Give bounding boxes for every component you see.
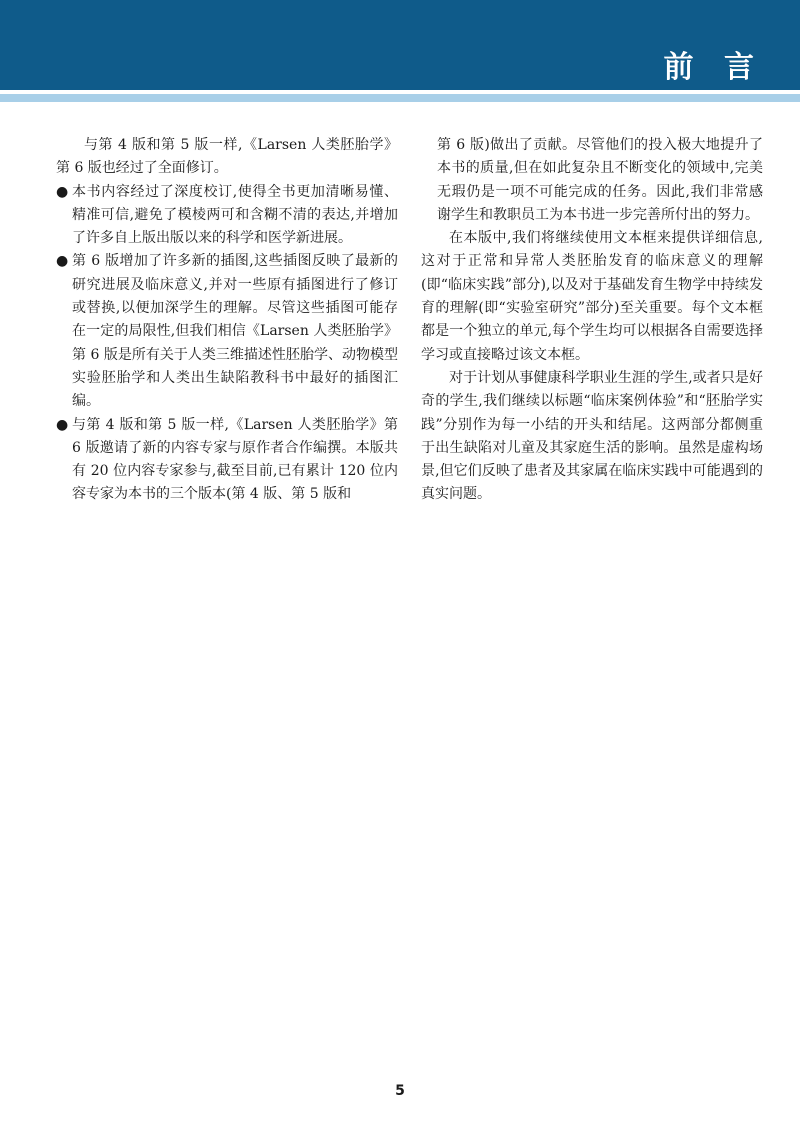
page-number: 5: [395, 1083, 405, 1099]
list-item: [56, 250, 398, 413]
right-column: [421, 134, 763, 507]
list-item: [56, 181, 398, 251]
header-stripe: [0, 94, 800, 102]
list-item-text: 与第 4 版和第 5 版一样,《Larsen 人类胚胎学》第 6 版邀请了新的内容专家与原作者合作编撰。本版共有 20 位内容专家参与,截至目前,已有累计 120 位内容专家为本书的三个版本(第 4 版、第 5 版和: [72, 416, 398, 503]
intro-paragraph: 与第 4 版和第 5 版一样,《Larsen 人类胚胎学》第 6 版也经过了全面修订。: [56, 137, 398, 177]
list-item-text: 本书内容经过了深度校订,使得全书更加清晰易懂、精准可信,避免了模棱两可和含糊不清的表达,并增加了许多自上版出版以来的科学和医学新进展。: [72, 183, 398, 247]
bullet-dot-icon: ●: [56, 416, 69, 433]
list-item: [56, 414, 398, 507]
textbox-paragraph: 在本版中,我们将继续使用文本框来提供详细信息,这对于正常和异常人类胚胎发育的临床意义的理解(即“临床实践”部分),以及对于基础发育生物学中持续发育的理解(即“实验室研究”部分)至关重要。每个文本框都是一个独立的单元,每个学生均可以根据各自需要选择学习或直接略过该文本框。: [421, 230, 763, 363]
continuation-paragraph: 第 6 版)做出了贡献。尽管他们的投入极大地提升了本书的质量,但在如此复杂且不断变化的领域中,完美无瑕仍是一项不可能完成的任务。因此,我们非常感谢学生和教职员工为本书进一步完善所付出的努力。: [437, 137, 763, 223]
revision-list: [56, 181, 398, 507]
bullet-dot-icon: ●: [56, 183, 69, 200]
bullet-dot-icon: ●: [56, 253, 69, 270]
clinical-case-paragraph: 对于计划从事健康科学职业生涯的学生,或者只是好奇的学生,我们继续以标题“临床案例体验”和“胚胎学实践”分别作为每一小结的开头和结尾。这两部分都侧重于出生缺陷对儿童及其家庭生活的影响。虽然是虚构场景,但它们反映了患者及其家属在临床实践中可能遇到的真实问题。: [421, 369, 763, 503]
list-item-text: 第 6 版增加了许多新的插图,这些插图反映了最新的研究进展及临床意义,并对一些原有插图进行了修订或替换,以便加深学生的理解。尽管这些插图可能存在一定的局限性,但我们相信《Larsen 人类胚胎学》第 6 版是所有关于人类三维描述性胚胎学、动物模型实验胚胎学和人类出生缺陷教科书中最好的插图汇编。: [72, 253, 398, 410]
left-column: [56, 134, 398, 507]
page-title: 前 言: [663, 50, 764, 85]
